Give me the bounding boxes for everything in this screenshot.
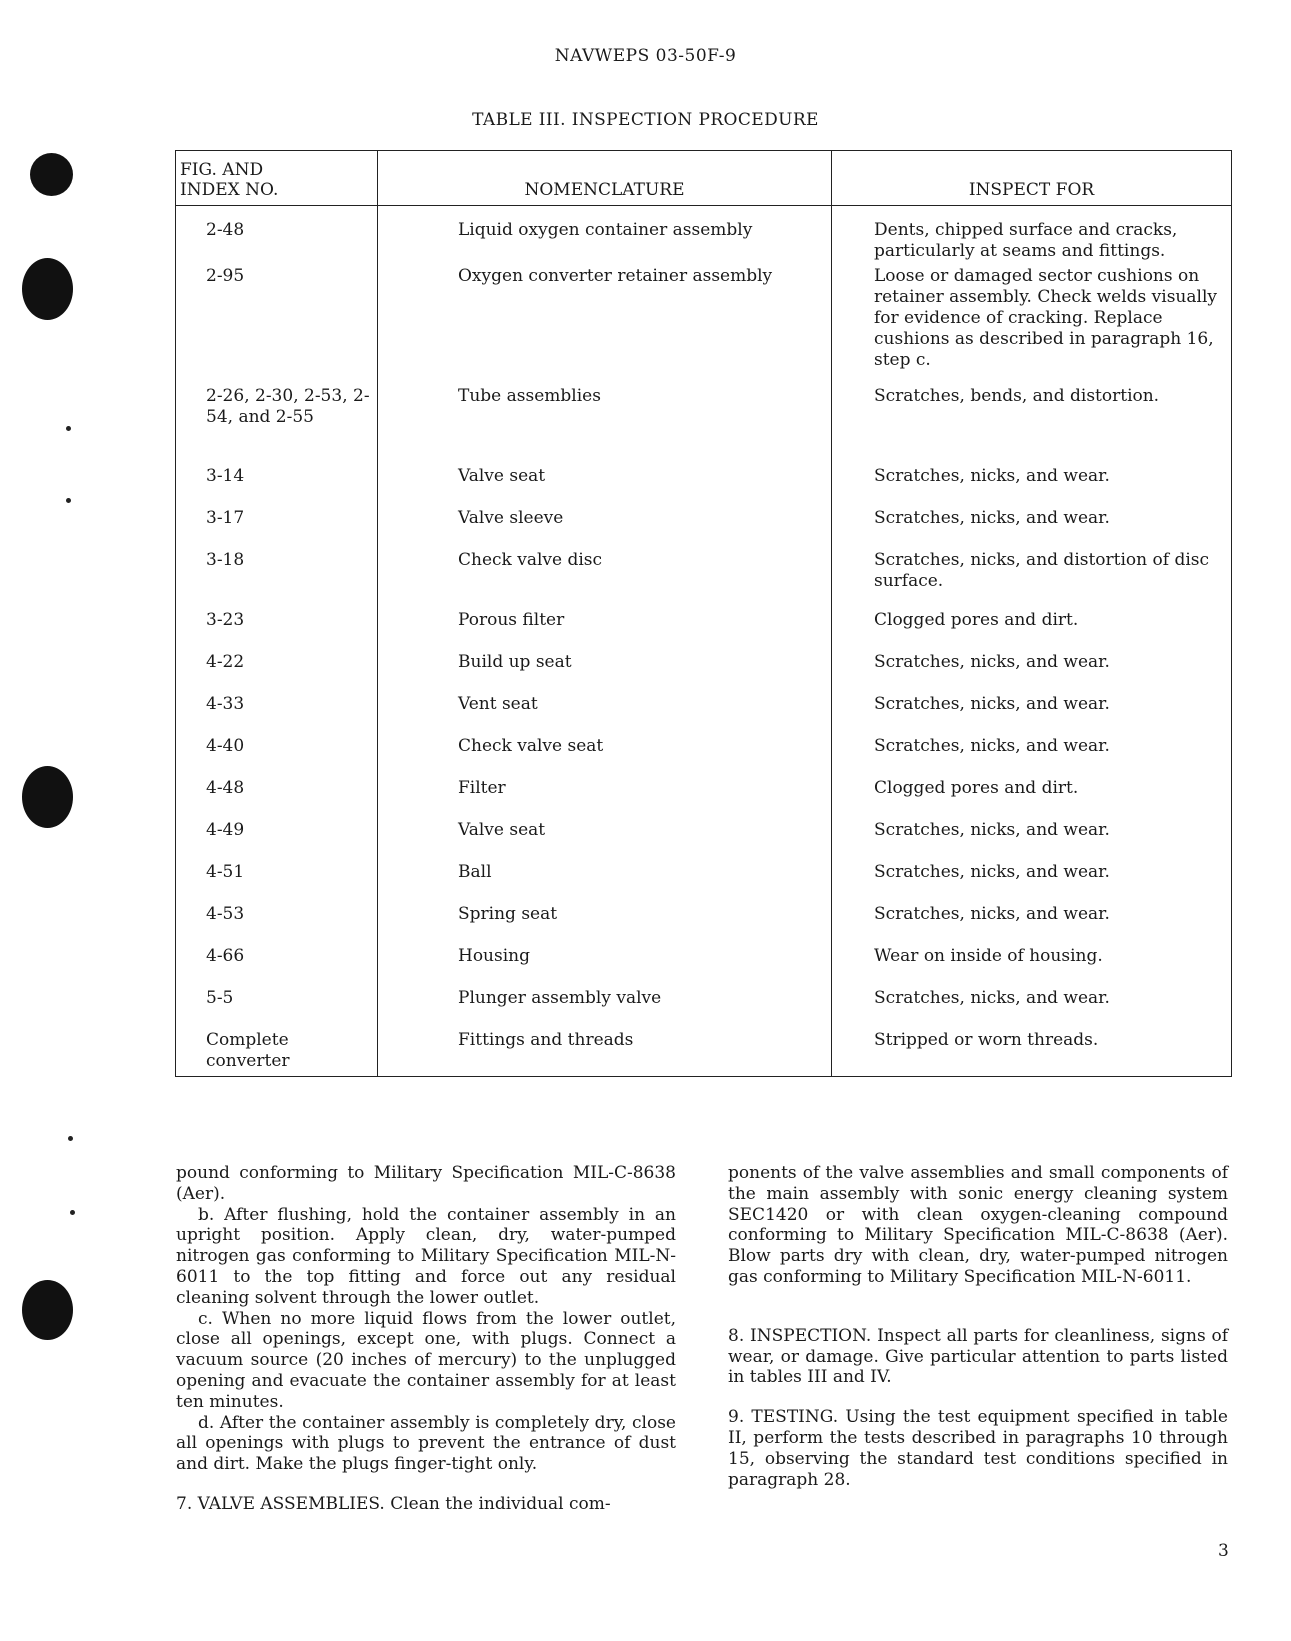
index-cell: 5-5	[176, 988, 378, 1030]
index-cell: 4-53	[176, 904, 378, 946]
table-row	[176, 946, 1232, 988]
inspect-for-cell: Scratches, nicks, and wear.	[832, 652, 1232, 694]
table-row	[176, 904, 1232, 946]
binder-hole	[22, 1280, 73, 1340]
inspect-for-cell: Clogged pores and dirt.	[832, 610, 1232, 652]
left-text-column	[176, 1163, 676, 1515]
table-row	[176, 736, 1232, 778]
inspect-for-cell: Scratches, nicks, and distortion of disc surface.	[832, 550, 1232, 610]
table-row	[176, 652, 1232, 694]
index-cell: 3-17	[176, 508, 378, 550]
table-row	[176, 1030, 1232, 1077]
table-row	[176, 862, 1232, 904]
table-row	[176, 820, 1232, 862]
index-cell: 4-51	[176, 862, 378, 904]
inspect-for-cell: Scratches, nicks, and wear.	[832, 988, 1232, 1030]
nomenclature-cell: Plunger assembly valve	[378, 988, 832, 1030]
index-cell: 2-48	[176, 206, 378, 266]
inspect-for-cell: Scratches, nicks, and wear.	[832, 904, 1232, 946]
table-row	[176, 508, 1232, 550]
document-number: NAVWEPS 03-50F-9	[554, 46, 737, 66]
nomenclature-cell: Valve seat	[378, 466, 832, 508]
margin-speck	[70, 1210, 75, 1215]
index-cell: 3-23	[176, 610, 378, 652]
binder-hole	[22, 258, 73, 320]
table-row	[176, 694, 1232, 736]
inspect-for-cell: Loose or damaged sector cushions on retainer assembly. Check welds visually for evidence of cracking. Replace cushions as described in paragraph 16, step c.	[832, 266, 1232, 386]
index-cell: 2-26, 2-30, 2-53, 2-54, and 2-55	[176, 386, 378, 466]
column-header-index: FIG. AND INDEX NO.	[176, 151, 378, 206]
nomenclature-cell: Oxygen converter retainer assembly	[378, 266, 832, 386]
nomenclature-cell: Valve seat	[378, 820, 832, 862]
right-text-column	[728, 1163, 1228, 1490]
inspect-for-cell: Clogged pores and dirt.	[832, 778, 1232, 820]
index-cell: 4-66	[176, 946, 378, 988]
binder-hole	[22, 766, 73, 828]
index-cell: 4-22	[176, 652, 378, 694]
index-cell: 4-40	[176, 736, 378, 778]
index-cell: Complete converter	[176, 1030, 378, 1077]
paragraph: b. After flushing, hold the container assembly in an upright position. Apply clean, dry, water-pumped nitrogen gas conforming to Military Specification MIL-N-6011 to the top fitting and force out any residual cleaning solvent through the lower outlet.	[176, 1204, 676, 1308]
table-body	[176, 206, 1232, 1077]
margin-speck	[66, 498, 71, 503]
table-row	[176, 550, 1232, 610]
table-row	[176, 386, 1232, 466]
table-row	[176, 466, 1232, 508]
table-title: TABLE III. INSPECTION PROCEDURE	[472, 110, 819, 130]
table-row	[176, 266, 1232, 386]
nomenclature-cell: Filter	[378, 778, 832, 820]
paragraph: 7. VALVE ASSEMBLIES. Clean the individual com-	[176, 1493, 611, 1514]
margin-speck	[66, 426, 71, 431]
table-row	[176, 610, 1232, 652]
inspect-for-cell: Scratches, bends, and distortion.	[832, 386, 1232, 466]
nomenclature-cell: Ball	[378, 862, 832, 904]
index-cell: 3-18	[176, 550, 378, 610]
inspect-for-cell: Scratches, nicks, and wear.	[832, 820, 1232, 862]
index-cell: 4-33	[176, 694, 378, 736]
nomenclature-cell: Housing	[378, 946, 832, 988]
page-number: 3	[1218, 1541, 1229, 1561]
nomenclature-cell: Fittings and threads	[378, 1030, 832, 1077]
inspect-for-cell: Dents, chipped surface and cracks, particularly at seams and fittings.	[832, 206, 1232, 266]
paragraph: 8. INSPECTION. Inspect all parts for cleanliness, signs of wear, or damage. Give particular attention to parts listed in tables III and IV.	[728, 1325, 1228, 1388]
index-cell: 4-48	[176, 778, 378, 820]
paragraph-gap	[728, 1388, 1228, 1407]
table-header-row	[176, 151, 1232, 206]
binder-hole	[30, 153, 73, 196]
table-row	[176, 778, 1232, 820]
index-cell: 3-14	[176, 466, 378, 508]
inspect-for-cell: Wear on inside of housing.	[832, 946, 1232, 988]
table-row	[176, 206, 1232, 266]
column-header-inspect-for: INSPECT FOR	[832, 151, 1232, 206]
column-header-nomenclature: NOMENCLATURE	[378, 151, 832, 206]
nomenclature-cell: Liquid oxygen container assembly	[378, 206, 832, 266]
inspect-for-cell: Scratches, nicks, and wear.	[832, 694, 1232, 736]
inspect-for-cell: Scratches, nicks, and wear.	[832, 736, 1232, 778]
inspection-procedure-table	[175, 150, 1232, 1077]
paragraph: c. When no more liquid flows from the lower outlet, close all openings, except one, with plugs. Connect a vacuum source (20 inches of mercury) to the unplugged opening and evacuate the container assembly for at least ten minutes.	[176, 1308, 676, 1412]
inspect-for-cell: Scratches, nicks, and wear.	[832, 466, 1232, 508]
paragraph: d. After the container assembly is completely dry, close all openings with plugs to prevent the entrance of dust and dirt. Make the plugs finger-tight only.	[176, 1412, 676, 1475]
paragraph-gap	[728, 1288, 1228, 1326]
inspect-for-cell: Scratches, nicks, and wear.	[832, 862, 1232, 904]
nomenclature-cell: Check valve disc	[378, 550, 832, 610]
nomenclature-cell: Tube assemblies	[378, 386, 832, 466]
index-cell: 2-95	[176, 266, 378, 386]
inspect-for-cell: Scratches, nicks, and wear.	[832, 508, 1232, 550]
paragraph-gap	[176, 1475, 676, 1494]
margin-speck	[68, 1136, 73, 1141]
paragraph: ponents of the valve assemblies and small components of the main assembly with sonic energy cleaning system SEC1420 or with clean oxygen-cleaning compound conforming to Military Specification MIL-C-8638 (Aer). Blow parts dry with clean, dry, water-pumped nitrogen gas conforming to Military Specification MIL-N-6011.	[728, 1163, 1228, 1287]
nomenclature-cell: Check valve seat	[378, 736, 832, 778]
index-cell: 4-49	[176, 820, 378, 862]
paragraph: 9. TESTING. Using the test equipment specified in table II, perform the tests described in paragraphs 10 through 15, observing the standard test conditions specified in paragraph 28.	[728, 1407, 1228, 1490]
nomenclature-cell: Spring seat	[378, 904, 832, 946]
inspect-for-cell: Stripped or worn threads.	[832, 1030, 1232, 1077]
nomenclature-cell: Valve sleeve	[378, 508, 832, 550]
paragraph: pound conforming to Military Specification MIL-C-8638 (Aer).	[176, 1163, 676, 1204]
nomenclature-cell: Build up seat	[378, 652, 832, 694]
nomenclature-cell: Porous filter	[378, 610, 832, 652]
table-row	[176, 988, 1232, 1030]
nomenclature-cell: Vent seat	[378, 694, 832, 736]
